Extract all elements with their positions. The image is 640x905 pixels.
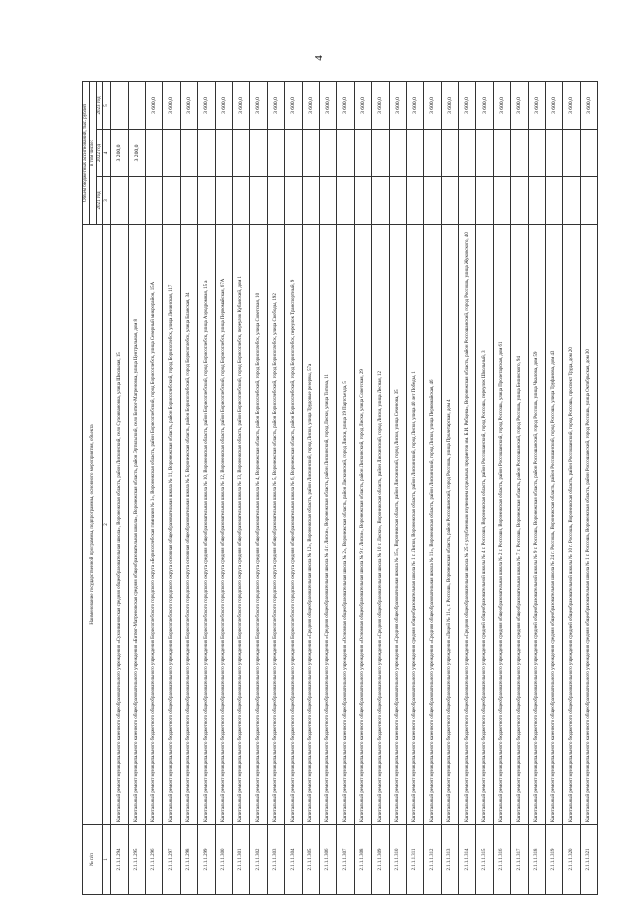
table-row: [372, 81, 389, 894]
table-row: [215, 81, 232, 894]
table-row: [580, 81, 597, 894]
row-id: 2.1.1.1.311: [406, 825, 423, 895]
row-id: 2.1.1.1.309: [372, 825, 389, 895]
row-2021: [354, 177, 371, 225]
row-2023: 3 600,0: [493, 81, 510, 129]
row-2023: 3 600,0: [406, 81, 423, 129]
row-id: 2.1.1.1.301: [232, 825, 249, 895]
row-2022: [337, 130, 354, 177]
table-row: [146, 81, 163, 894]
header-name: Наименование государственной программы, подпрограммы, основного мероприятия, объекта: [83, 225, 103, 825]
budget-table: [82, 81, 598, 895]
row-2022: [146, 130, 163, 177]
row-2021: [406, 177, 423, 225]
row-2022: [424, 130, 441, 177]
row-2021: [476, 177, 493, 225]
row-2023: 3 600,0: [250, 81, 267, 129]
row-name: Капитальный ремонт муниципального бюджетного общеобразовательного учреждения «Средняя общеобразовательная школа № 10 г. Лиски», Воронежская область, район Лискинский, город Лиски, улица Лесная, 12: [372, 225, 389, 825]
header-2022: 2022 год: [96, 130, 103, 177]
table-row: [302, 81, 319, 894]
row-name: Капитальный ремонт муниципального бюджетного общеобразовательного учреждения Борисоглебского городского округа средняя общеобразовательная школа № 10, Воронежская область, район Борисоглебский, город Борисоглебск, улица Аэродромная, 15 а: [198, 225, 215, 825]
row-id: 2.1.1.1.304: [285, 825, 302, 895]
row-2023: 3 600,0: [354, 81, 371, 129]
row-2023: 3 600,0: [424, 81, 441, 129]
row-name: Капитальный ремонт муниципального бюджетного общеобразовательного учреждения «Лицей № 11», г. Россошь, Воронежская область, район Россошанский, город Россошь, улица Пролетарская, дом 4: [441, 225, 458, 825]
row-2021: [493, 177, 510, 225]
row-2022: [528, 130, 545, 177]
table-row: [528, 81, 545, 894]
row-name: Капитальный ремонт муниципального бюджетного общеобразовательного учреждения «Средняя общеобразовательная школа № 12», Воронежская область, район Лискинский, город Лиски, улица Трудовые резервы, 57а: [302, 225, 319, 825]
row-2023: 3 600,0: [215, 81, 232, 129]
header-id: № п/п: [83, 825, 103, 895]
row-2023: 3 600,0: [285, 81, 302, 129]
column-number: 3: [103, 177, 111, 225]
row-2021: [198, 177, 215, 225]
row-name: Капитальный ремонт муниципального бюджетного общеобразовательного учреждения Борисоглебского городского округа «Борисоглебская гимназия № 1», Воронежская область, район Борисоглебский, город Борисоглебск, улица Северный микрорайон, 15А: [146, 225, 163, 825]
row-name: Капитальный ремонт муниципального казенного общеобразовательного учреждения «Сухоивановская средняя общеобразовательная школа», Воронежская область, район Лискинский, село Сухоивановка, улица Школьная, 15: [111, 225, 128, 825]
row-2021: [424, 177, 441, 225]
table-row: [563, 81, 580, 894]
row-2021: [563, 177, 580, 225]
row-id: 2.1.1.1.319: [546, 825, 563, 895]
table-row: [511, 81, 528, 894]
row-2022: [302, 130, 319, 177]
row-name: Капитальный ремонт муниципального бюджетного общеобразовательного учреждения Борисоглебского городского округа средняя общеобразовательная школа № 13, Воронежская область, район Борисоглебский, город Борисоглебск, переулок Кубанский, дом 1: [232, 225, 249, 825]
table-row: [389, 81, 406, 894]
row-2023: 3 600,0: [476, 81, 493, 129]
header-2023: 2023 год: [96, 81, 103, 129]
table-row: [198, 81, 215, 894]
row-2023: 3 600,0: [180, 81, 197, 129]
table-row: [267, 81, 284, 894]
header-budget: Объем бюджетных ассигнований, тыс. рублей: [83, 81, 90, 224]
row-id: 2.1.1.1.308: [354, 825, 371, 895]
row-id: 2.1.1.1.297: [163, 825, 180, 895]
row-id: 2.1.1.1.306: [319, 825, 336, 895]
row-2021: [337, 177, 354, 225]
row-id: 2.1.1.1.316: [493, 825, 510, 895]
row-2021: [180, 177, 197, 225]
row-name: Капитальный ремонт муниципального бюджетного общеобразовательного учреждения «Средняя общеобразовательная школа № 4 г. Лиски», Воронежская область, район Лискинский, город Лиски, улица Титова, 11: [319, 225, 336, 825]
column-number: 2: [103, 225, 111, 825]
row-name: Капитальный ремонт муниципального казенного общеобразовательного учреждения средняя общеобразовательная школа № 24 г. Россошь, Воронежская область, район Россошанский, город Россошь, улица Труфанова, дом 43: [546, 225, 563, 825]
column-number: 4: [103, 130, 111, 177]
table-row: [163, 81, 180, 894]
table-row: [354, 81, 371, 894]
row-2021: [372, 177, 389, 225]
row-id: 2.1.1.1.320: [563, 825, 580, 895]
row-id: 2.1.1.1.302: [250, 825, 267, 895]
row-id: 2.1.1.1.296: [146, 825, 163, 895]
row-2021: [511, 177, 528, 225]
row-id: 2.1.1.1.312: [424, 825, 441, 895]
row-2022: [232, 130, 249, 177]
table-row: [180, 81, 197, 894]
row-2021: [580, 177, 597, 225]
row-2021: [128, 177, 145, 225]
row-2022: [493, 130, 510, 177]
row-2023: 3 600,0: [441, 81, 458, 129]
row-2022: [250, 130, 267, 177]
row-2023: 3 600,0: [563, 81, 580, 129]
row-2023: 3 600,0: [267, 81, 284, 129]
row-2021: [546, 177, 563, 225]
row-name: Капитальный ремонт муниципального казенного общеобразовательного учреждения «Основная общеобразовательная школа № 9 г. Лиски», Воронежская область, район Лискинский, город Лиски, улица Советская, 29: [354, 225, 371, 825]
row-2022: [180, 130, 197, 177]
row-name: Капитальный ремонт муниципального бюджетного общеобразовательного учреждения «Средняя общеобразовательная школа № 25 с углубленным изучением отдельных предметов им. Б.И. Рябцева», Воронежская область, район Россошанский, город Россошь, улица Жуковского, 40: [459, 225, 476, 825]
row-id: 2.1.1.1.303: [267, 825, 284, 895]
row-2022: [563, 130, 580, 177]
table-row: [476, 81, 493, 894]
row-2021: [215, 177, 232, 225]
row-name: Капитальный ремонт муниципального бюджетного общеобразовательного учреждения средней общеобразовательной школы № 10 г. Россошь, Воронежская область, район Россошанский, город Россошь, проспект Труда, дом 20: [563, 225, 580, 825]
column-number: 5: [103, 81, 111, 129]
row-2021: [319, 177, 336, 225]
row-2021: [302, 177, 319, 225]
row-2021: [441, 177, 458, 225]
column-number: 1: [103, 825, 111, 895]
row-2023: 3 600,0: [232, 81, 249, 129]
row-2021: [250, 177, 267, 225]
row-2023: 3 600,0: [459, 81, 476, 129]
row-id: 2.1.1.1.300: [215, 825, 232, 895]
row-id: 2.1.1.1.313: [441, 825, 458, 895]
row-name: Капитальный ремонт муниципального бюджетного общеобразовательного учреждения средней общеобразовательной школы № 4 г. Россоши, Воронежская область, район Россошанский, город Россошь, переулок Школьный, 3: [476, 225, 493, 825]
row-2023: 3 600,0: [546, 81, 563, 129]
table-row: [493, 81, 510, 894]
row-2022: [319, 130, 336, 177]
row-2023: 3 600,0: [580, 81, 597, 129]
row-2022: 3 200,0: [111, 130, 128, 177]
row-2021: [232, 177, 249, 225]
table-row: [441, 81, 458, 894]
row-id: 2.1.1.1.317: [511, 825, 528, 895]
row-name: Капитальный ремонт муниципального бюджетного общеобразовательного учреждения Борисоглебского городского округа основная общеобразовательная школа № 5, Воронежская область, район Борисоглебский, город Борисоглебск, улица Бланская, 34: [180, 225, 197, 825]
row-name: Капитальный ремонт муниципального бюджетного общеобразовательного учреждения Борисоглебского городского округа средняя общеобразовательная школа № 4, Воронежская область, район Борисоглебский, город Борисоглебск, улица Советская, 10: [250, 225, 267, 825]
table-row: [128, 81, 145, 894]
row-2023: 3 600,0: [146, 81, 163, 129]
row-name: Капитальный ремонт муниципального бюджетного общеобразовательного учреждения средняя общеобразовательная школа № 2 г. Россоши, Воронежская область, район Россошанский, город Россошь, улица Пролетарская, дом 61: [493, 225, 510, 825]
row-name: Капитальный ремонт муниципального бюджетного общеобразовательного учреждения Борисоглебского городского округа средняя общеобразовательная школа № 6, Воронежская область, район Борисоглебский, город Борисоглебск, переулок Транспортный, 9: [285, 225, 302, 825]
row-2023: [128, 81, 145, 129]
row-2021: [146, 177, 163, 225]
row-id: 2.1.1.1.314: [459, 825, 476, 895]
row-id: 2.1.1.1.305: [302, 825, 319, 895]
row-2021: [111, 177, 128, 225]
row-name: Капитальный ремонт муниципального казенного общеобразовательного учреждения «Битюг-Матреновская средняя общеобразовательная школа», Воронежская область, район Эртильский, село Битюг-Матреновка, улица Центральная, дом 8: [128, 225, 145, 825]
row-2022: [406, 130, 423, 177]
row-2022: [267, 130, 284, 177]
table-row: [459, 81, 476, 894]
row-2022: [285, 130, 302, 177]
row-2022: [198, 130, 215, 177]
row-2022: [511, 130, 528, 177]
row-2022: [441, 130, 458, 177]
row-2023: 3 600,0: [198, 81, 215, 129]
row-id: 2.1.1.1.318: [528, 825, 545, 895]
row-2022: [476, 130, 493, 177]
table-row: [337, 81, 354, 894]
row-id: 2.1.1.1.294: [111, 825, 128, 895]
row-id: 2.1.1.1.315: [476, 825, 493, 895]
budget-table-sheet: [82, 82, 602, 895]
row-name: Капитальный ремонт муниципального бюджетного общеобразовательного учреждения Борисоглебского городского округа основная общеобразовательная школа № 11, Воронежская область, район Борисоглебский, город Борисоглебск, улица Ленинская, 117: [163, 225, 180, 825]
row-2021: [459, 177, 476, 225]
row-2022: [215, 130, 232, 177]
row-name: Капитальный ремонт муниципального бюджетного общеобразовательного учреждения Борисоглебского городского округа средняя общеобразовательная школа № 12, Воронежская область, район Борисоглебский, город Борисоглебск, улица Первомайская, 67А: [215, 225, 232, 825]
row-id: 2.1.1.1.310: [389, 825, 406, 895]
row-name: Капитальный ремонт муниципального казенного общеобразовательного учреждения средняя общеобразовательная школа № 1 г. Лиски, Воронежская область, район Лискинский, город Лиски, улица 40 лет Победы, 1: [406, 225, 423, 825]
header-2021: 2021 год: [96, 177, 103, 225]
page-number: 4: [312, 55, 325, 61]
table-row: [406, 81, 423, 894]
row-2022: [546, 130, 563, 177]
row-2023: 3 600,0: [337, 81, 354, 129]
row-2023: 3 600,0: [163, 81, 180, 129]
row-name: Капитальный ремонт муниципального казенного общеобразовательного учреждения «Основная общеобразовательная школа № 2», Воронежская область, район Лискинский, город Лиски, улица 19 Партсъезда, 5: [337, 225, 354, 825]
row-2023: 3 600,0: [528, 81, 545, 129]
row-id: 2.1.1.1.307: [337, 825, 354, 895]
row-name: Капитальный ремонт муниципального казенного общеобразовательного учреждения «Средняя общеобразовательная школа № 11», Воронежская область, район Лискинский, город Лиски, улица Первомайская, 46: [424, 225, 441, 825]
row-id: 2.1.1.1.299: [198, 825, 215, 895]
row-2021: [528, 177, 545, 225]
row-id: 2.1.1.1.295: [128, 825, 145, 895]
row-2021: [163, 177, 180, 225]
table-row: [232, 81, 249, 894]
row-2023: 3 600,0: [302, 81, 319, 129]
row-name: Капитальный ремонт муниципального казенного общеобразовательного учреждения «Средняя общеобразовательная школа № 15», Воронежская область, район Лискинский, город Лиски, улица Сеченова, 35: [389, 225, 406, 825]
row-2022: [580, 130, 597, 177]
row-2023: [111, 81, 128, 129]
row-2022: 3 200,0: [128, 130, 145, 177]
row-name: Капитальный ремонт муниципального бюджетного общеобразовательного учреждения средняя общеобразовательная школа № 7 г. Россошь, Воронежская область, район Россошанский, город Россошь, улица Белинского, 94: [511, 225, 528, 825]
row-id: 2.1.1.1.298: [180, 825, 197, 895]
row-2023: 3 600,0: [372, 81, 389, 129]
row-2022: [372, 130, 389, 177]
row-2022: [354, 130, 371, 177]
row-2023: 3 600,0: [389, 81, 406, 129]
row-2022: [163, 130, 180, 177]
row-2023: 3 600,0: [319, 81, 336, 129]
row-2021: [285, 177, 302, 225]
row-name: Капитальный ремонт муниципального казенного общеобразовательного учреждения средняя общеобразовательная школа № 1 г. Россошь, Воронежская область, район Россошанский, город Россошь, улица Октябрьская, дом 30: [580, 225, 597, 825]
table-row: [111, 81, 128, 894]
row-name: Капитальный ремонт муниципального бюджетного общеобразовательного учреждения Борисоглебского городского округа средняя общеобразовательная школа № 5, Воронежская область, район Борисоглебский, город Борисоглебск, улица Свободы, 192: [267, 225, 284, 825]
column-numbering-row: [103, 81, 111, 894]
table-body: [111, 81, 598, 894]
header-including: в том числе:: [89, 81, 96, 224]
table-row: [285, 81, 302, 894]
row-id: 2.1.1.1.321: [580, 825, 597, 895]
row-2023: 3 600,0: [511, 81, 528, 129]
row-2021: [389, 177, 406, 225]
table-row: [424, 81, 441, 894]
row-2022: [389, 130, 406, 177]
table-row: [546, 81, 563, 894]
row-2022: [459, 130, 476, 177]
table-row: [319, 81, 336, 894]
table-row: [250, 81, 267, 894]
row-name: Капитальный ремонт муниципального бюджетного общеобразовательного учреждения средней общеобразовательной школы № 9 г. Россошь, Воронежская область, район Россошанский, город Россошь, улица Чкалова, дом 59: [528, 225, 545, 825]
row-2021: [267, 177, 284, 225]
